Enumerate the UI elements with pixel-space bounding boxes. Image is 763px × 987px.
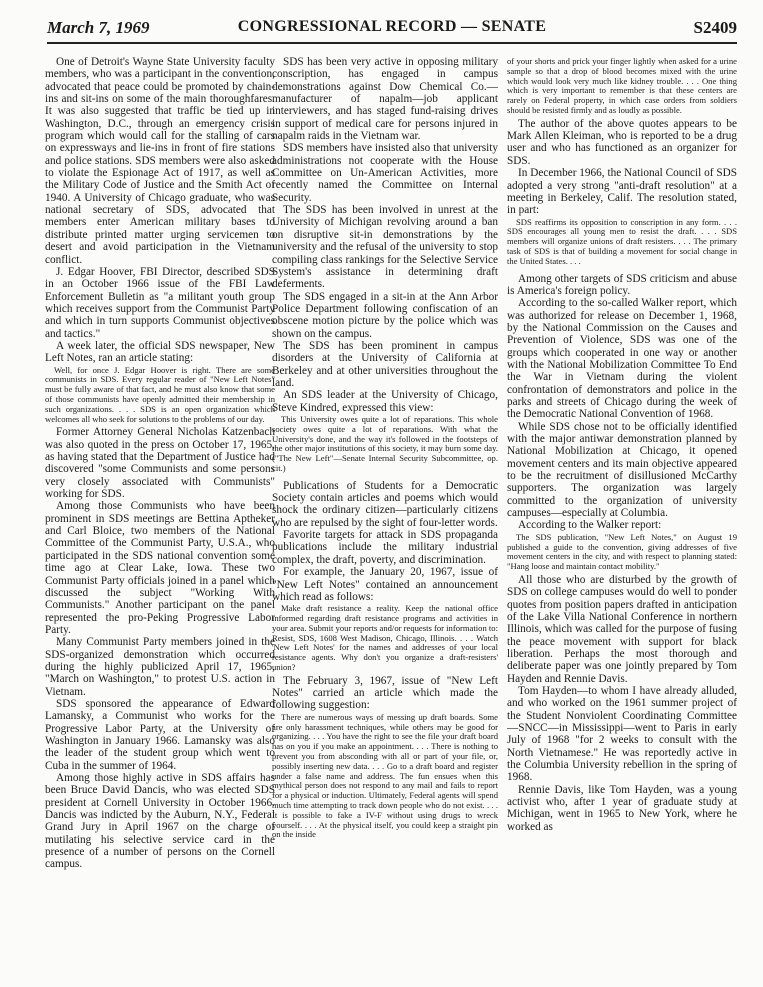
body-paragraph: SDS sponsored the appearance of Edward Lamansky, a Communist who works for the Progressive Labor Party, at the University of Washington in January 1966. Lamansky was also the leader of the student group which went to Cuba in the summer of 1964. (45, 697, 275, 772)
body-paragraph: SDS has been very active in opposing military conscription, has engaged in campus demonstrations against Dow Chemical Co.—manufacturer of napalm—job applicant interviewers, and has staged fund-raising drives in support of medical care for persons injured in napalm raids in the Vietnam war. (272, 56, 498, 143)
quoted-excerpt: There are numerous ways of messing up draft boards. Some are only harassment techniques, while others may be good for organizing. . . . You have the right to see the file your draft board has on you if you make an appointment. . . . There is nothing to prevent you from absconding with all or part of your file, or, possibly inserting new data. . . . Go to a draft board and register under a false name and address. The fun ensues when this mythical person does not respond to any mail and fails to report for a physical or induction. Ultimately, Federal agents will spend much time attempting to track down people who do not exist. . . . It is possible to fake a IV-F without using drugs to wreck yourself. . . . At the physical itself, you could keep a straight pin on the inside (272, 711, 498, 840)
quoted-excerpt: This University owes quite a lot of reparations. This whole society owes quite a lot of reparations. With what the University's done, and the way it's followed in the footsteps of the other major institutions of this society, it may burn some day. ("The New Left"—Senate Internal Security Subcommittee, op. cit.) (272, 413, 498, 473)
quoted-excerpt: Well, for once J. Edgar Hoover is right. There are some communists in SDS. Every regular reader of "New Left Notes" must be fully aware of that fact, and he must also know that some of those communists have openly admitted their membership in such organizations. . . . SDS is an open organization which welcomes all who seek for solutions to the problems of our day. (45, 364, 275, 424)
text-column-3 (507, 56, 737, 981)
quoted-excerpt: The SDS publication, "New Left Notes," on August 19 published a guide to the convention, giving addresses of five movement centers in the city, and with respect to planning stated: "Hang loose and maintain contact mobility." (507, 531, 737, 572)
publication-title: CONGRESSIONAL RECORD — SENATE (237, 18, 547, 35)
text-column-1 (45, 56, 275, 981)
body-paragraph: Among those Communists who have been prominent in SDS meetings are Bettina Aptheker and Carl Bloice, two members of the National Committee of the Communist Party, U.S.A., who participated in the SDS national convention some time ago at Clear Lake, Iowa. These two Communist Party officials joined in a panel which discussed the subject "Working With Communists." Another participant on the panel represented the pro-Peking Progressive Labor Party. (45, 500, 275, 636)
body-paragraph: The February 3, 1967, issue of "New Left Notes" carried an article which made the following suggestion: (272, 674, 498, 712)
body-paragraph: According to the so-called Walker report, which was authorized for release on December 1, 1968, by the National Commission on the Causes and Prevention of Violence, SDS was one of the groups which cooperated in one way or another with the National Mobilization Committee To End the War in Vietnam during the violent confrontation of demonstrators and police in the parks and streets of Chicago during the week of the Democratic National Convention of 1968. (507, 297, 737, 421)
body-paragraph: According to the Walker report: (518, 519, 662, 532)
quoted-excerpt: of your shorts and prick your finger lightly when asked for a urine sample so that a drop of blood becomes mixed with the urine which would look very much like kidney trouble. . . . One thing which is very important to remember is that these centers are rarely on Federal property, in which case orders from soldiers should be resisted firmly and as loudly as possible. (507, 56, 737, 115)
body-paragraph: Rennie Davis, like Tom Hayden, was a young activist who, after 1 year of graduate study at Michigan, went in 1965 to New York, where he worked as (507, 783, 737, 833)
body-paragraph: Favorite targets for attack in SDS propaganda publications include the military industrial complex, the draft, poverty, and discrimination. (272, 529, 498, 566)
body-paragraph: Former Attorney General Nicholas Katzenbach was also quoted in the press on October 17, 1965, as having stated that the Department of Justice had discovered "some Communists and some persons very closely associated with Communists" working for SDS. (45, 426, 275, 501)
body-paragraph: The author of the above quotes appears to be Mark Allen Kleiman, who is reported to be a drug user and who has functioned as an organizer for SDS. (507, 117, 737, 167)
body-paragraph: All those who are disturbed by the growth of SDS on college campuses would do well to ponder quotes from position papers drafted in anticipation of the Lake Villa National Conference in northern Illinois, which was called for the purpose of fusing the peace movement with support for black liberation. Perhaps the most thorough and deliberate paper was one jointly prepared by Tom Hayden and Rennie Davis. (507, 573, 737, 685)
body-paragraph: SDS members have insisted also that university administrations not cooperate with the House Committee on Un-American Activities, more recently named the Committee on Internal Security. (272, 142, 498, 204)
body-paragraph: J. Edgar Hoover, FBI Director, described SDS in an October 1966 issue of the FBI Law Enforcement Bulletin as "a militant youth group which receives support from the Communist Party and which in turn supports Communist objectives and tactics." (45, 265, 275, 340)
body-paragraph: Publications of Students for a Democratic Society contain articles and poems which would shock the ordinary citizen—particularly citizens who are repulsed by the sight of four-letter words. (272, 479, 498, 529)
body-paragraph: Among those highly active in SDS affairs has been Bruce David Dancis, who was elected SDS president at Cornell University in October 1966. Dancis was indicted by the Auburn, N.Y., Federal Grand Jury in April 1967 on the charge of mutilating his selective service card in the presence of a number of persons on the Cornell campus. (45, 772, 275, 871)
body-paragraph: Many Communist Party members joined in the SDS-organized demonstration which occurred during the highly publicized April 17, 1965, "March on Washington," to protest U.S. action in Vietnam. (45, 636, 275, 698)
body-paragraph: The SDS engaged in a sit-in at the Ann Arbor Police Department following confiscation of an obscene motion picture by the police which was shown on the campus. (272, 290, 498, 340)
text-column-2 (272, 56, 498, 981)
page-header (47, 16, 737, 44)
issue-date: March 7, 1969 (47, 18, 150, 37)
body-paragraph: Tom Hayden—to whom I have already alluded, and who worked on the 1961 summer project of the Student Nonviolent Coordinating Committee—SNCC—in Mississippi—went to Paris in early July of 1968 "for 2 weeks to consult with the North Vietnamese." He was reportedly active in the Columbia University rebellion in the spring of 1968. (507, 685, 737, 784)
body-paragraph: The SDS has been prominent in campus disorders at the University of California at Berkeley and at other universities throughout the land. (272, 339, 498, 389)
body-paragraph: Among other targets of SDS criticism and abuse is America's foreign policy. (507, 272, 737, 297)
body-paragraph: An SDS leader at the University of Chicago, Steve Kindred, expressed this view: (272, 389, 498, 414)
quoted-excerpt: Make draft resistance a reality. Keep the national office informed regarding draft resistance programs and activities in your area. Submit your reports and/or requests for information to: Resist, SDS, 1608 West Madison, Chicago, Illinois. . . . Watch 'New Left Notes' for the names and addresses of your local resistance agents. Why don't you organize a draft-resisters' union? (272, 603, 498, 672)
body-paragraph: One of Detroit's Wayne State University faculty members, who was a participant in the convention, advocated that peace could be promoted by chain-ins and sit-ins on some of the main thoroughfares. It was also suggested that traffic be tied up in Washington, D.C., through an emergency crisis program which would call for the stalling of cars on expressways and lie-ins in front of fire stations and police stations. SDS members were also asked to violate the Espionage Act of 1917, as well as the Military Code of Justice and the Smith Act of 1940. A University of Chicago graduate, who was national secretary of SDS, advocated that members enter American military bases to distribute printed matter urging servicemen to desert and avoid participation in the Vietnam conflict. (45, 56, 275, 266)
body-paragraph: In December 1966, the National Council of SDS adopted a very strong "anti-draft resolution" at a meeting in Berkeley, Calif. The resolution stated, in part: (507, 167, 737, 217)
body-paragraph: The SDS has been involved in unrest at the University of Michigan revolving around a ban on disruptive sit-in demonstrations by the university and the refusal of the university to stop compiling class rankings for the Selective Service System's assistance in determining draft deferments. (272, 204, 498, 291)
page-number: S2409 (693, 18, 737, 37)
body-paragraph: While SDS chose not to be officially identified with the major antiwar demonstration planned by National Mobilization at Chicago, it opened movement centers and its main objective appeared to be the recruitment of disillusioned McCarthy supporters. The organization was largely committed to the organization of university campuses—especially at Columbia. (507, 420, 737, 520)
body-paragraph: A week later, the official SDS newspaper, New Left Notes, ran an article stating: (45, 339, 275, 365)
body-paragraph: For example, the January 20, 1967, issue of "New Left Notes" contained an announcement which read as follows: (272, 566, 498, 603)
quoted-excerpt: SDS reaffirms its opposition to conscription in any form. . . . SDS encourages all young men to resist the draft. . . . SDS members will organize unions of draft resisters. . . . The primary task of SDS is that of building a movement for social change in the United States. . . . (507, 216, 737, 266)
